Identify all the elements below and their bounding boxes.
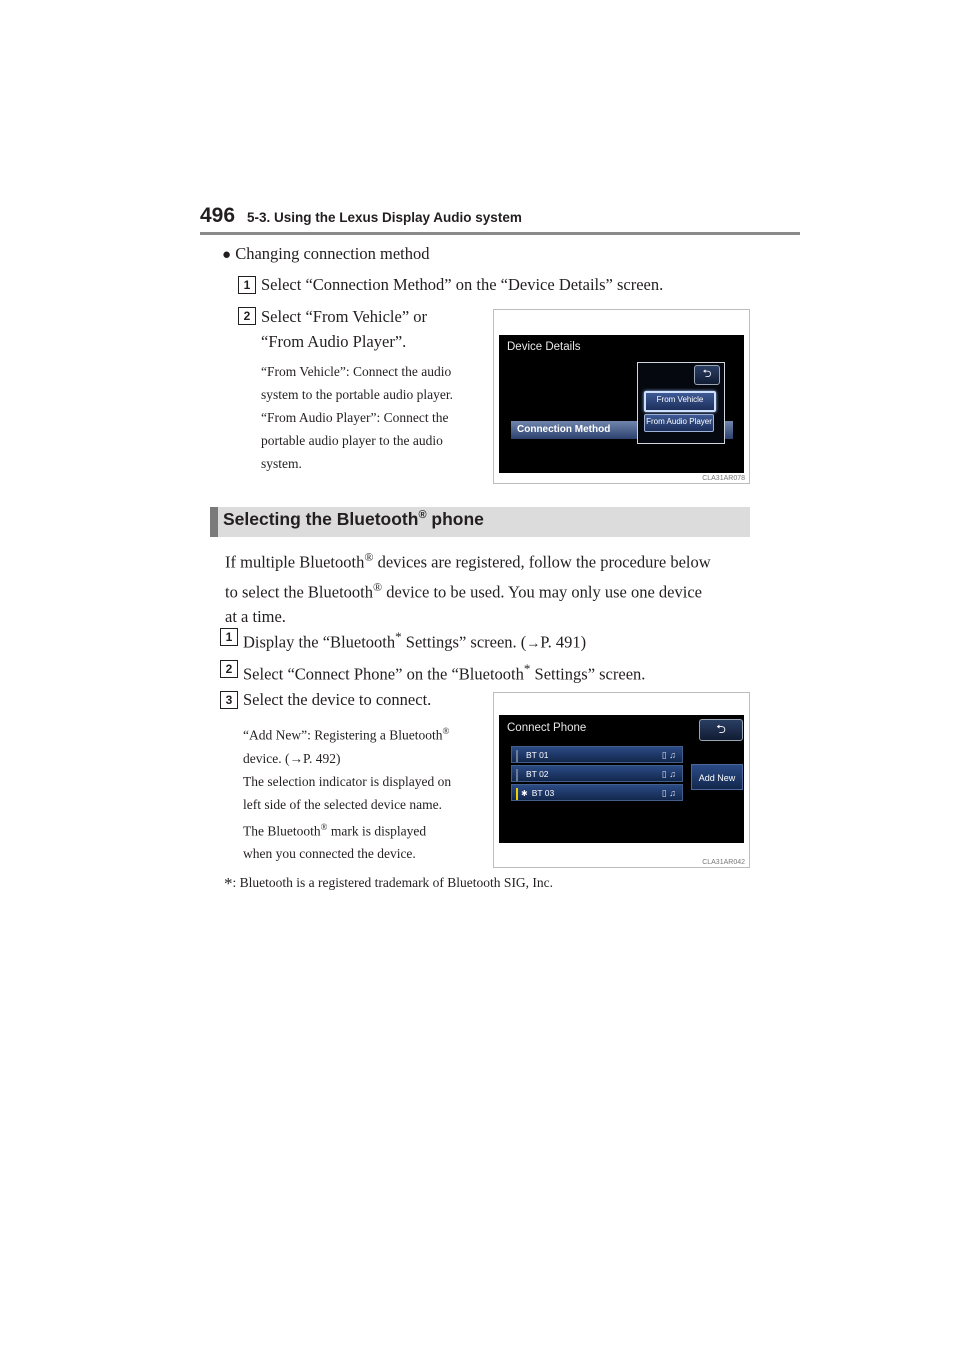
screen-display [499,335,744,473]
intro-line: to select the Bluetooth® device to be used. You may only use one device [225,579,702,601]
note-line: “From Audio Player”: Connect the [261,410,449,425]
step-2-text: Select “Connect Phone” on the “Bluetooth* Settings” screen. [243,661,646,684]
phone-audio-icon: ▯ ♫ [661,769,676,779]
connection-popup [637,362,725,444]
header-rule [200,232,800,235]
note-line: system. [261,456,302,471]
intro-paragraph [225,545,755,629]
screen-display [499,715,744,843]
arrow-right-icon: → [526,634,541,651]
step-1-text: Display the “Bluetooth* Settings” screen. (→P. 491) [243,629,587,652]
step-2-text-line2: “From Audio Player”. [261,332,407,351]
from-audio-player-button[interactable]: From Audio Player [644,414,714,432]
footnote: *: Bluetooth is a registered trademark of Bluetooth SIG, Inc. [224,874,554,893]
note-line: left side of the selected device name. [243,796,443,812]
bullet-dot-icon: ● [222,247,232,263]
device-row-bt03[interactable]: ✱ BT 03 ▯ ♫ [511,784,683,801]
selection-indicator [516,769,518,781]
bullet-item [222,244,429,265]
note-line: “Add New”: Registering a Bluetooth® [243,726,450,743]
step-number-1: 1 [238,276,256,294]
step-2-notes [261,360,483,475]
phone-audio-icon: ▯ ♫ [661,788,676,798]
step-3-notes [243,720,483,865]
add-new-button[interactable]: Add New [691,764,743,790]
device-details-screenshot [493,309,750,484]
step-number-1: 1 [220,628,238,646]
step-2-text-line1: Select “From Vehicle” or [261,307,428,326]
bluetooth-icon: ✱ [521,789,528,798]
from-vehicle-button[interactable]: From Vehicle [644,391,716,412]
section-title: Selecting the Bluetooth® phone [223,509,484,529]
screen-title: Device Details [507,341,581,353]
intro-line: at a time. [225,607,286,626]
step-3-text: Select the device to connect. [243,690,432,709]
device-row-bt02[interactable]: BT 02 ▯ ♫ [511,765,683,782]
note-line: “From Vehicle”: Connect the audio [261,364,452,379]
step-number-3: 3 [220,691,238,709]
connect-phone-screenshot [493,692,750,868]
phone-audio-icon: ▯ ♫ [661,750,676,760]
back-arrow-icon[interactable]: ⮌ [699,719,743,741]
device-row-bt01[interactable]: BT 01 ▯ ♫ [511,746,683,763]
note-line: The Bluetooth® mark is displayed [243,821,427,838]
note-line: portable audio player to the audio [261,433,443,448]
note-line: device. (→P. 492) [243,750,341,766]
step-number-2: 2 [238,307,256,325]
step-1-text: Select “Connection Method” on the “Device Details” screen. [261,275,664,294]
bullet-title: Changing connection method [235,244,430,263]
image-code: CLA31AR078 [702,475,745,482]
selection-indicator [516,750,518,762]
note-line: The selection indicator is displayed on [243,773,452,789]
image-code: CLA31AR042 [702,859,745,866]
chapter-title: 5-3. Using the Lexus Display Audio system [247,210,522,225]
note-line: system to the portable audio player. [261,387,453,402]
screen-title: Connect Phone [507,722,587,734]
back-arrow-icon[interactable]: ⮌ [694,365,720,385]
connection-method-bar[interactable]: Connection Method [511,421,733,439]
note-line: when you connected the device. [243,846,416,861]
step-number-2: 2 [220,660,238,678]
selection-indicator [516,788,518,800]
page-number: 496 [200,204,236,227]
intro-line: If multiple Bluetooth® devices are registered, follow the procedure below [225,550,711,572]
